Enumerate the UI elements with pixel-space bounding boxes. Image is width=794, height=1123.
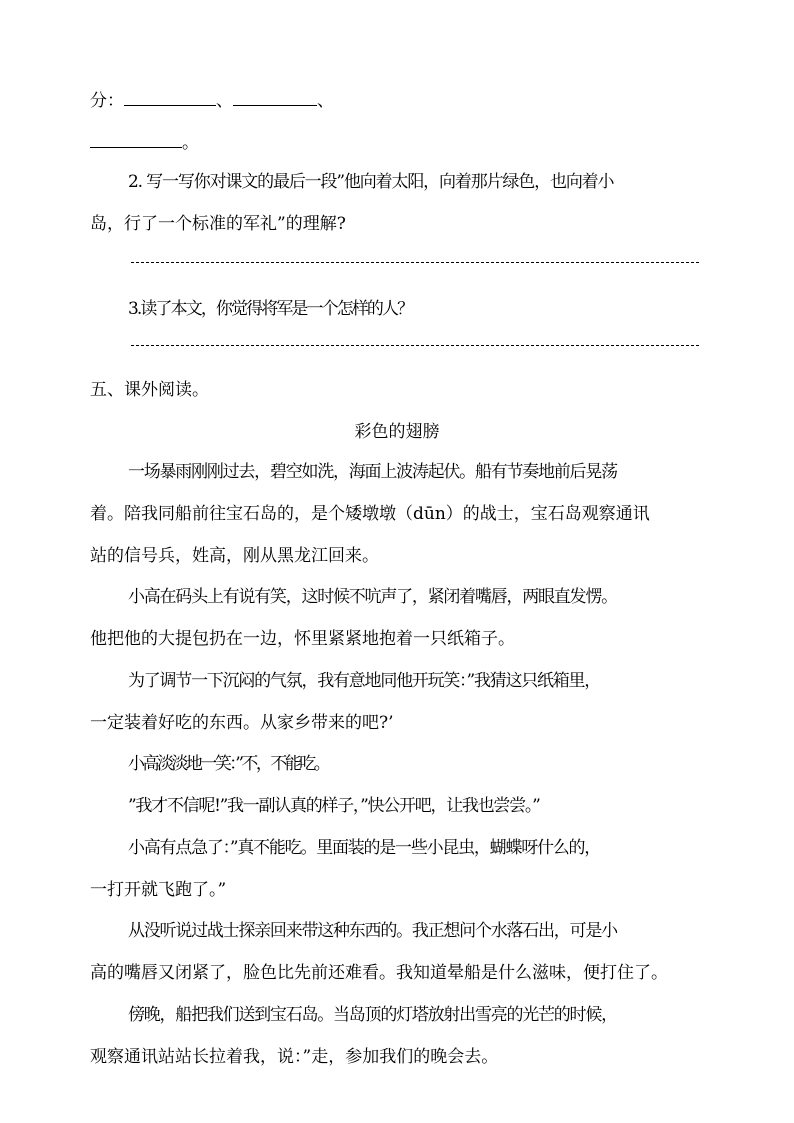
article-line: ”我才不信呢!”我一副认真的样子，”快公开吧，让我也尝尝。” [128,796,540,816]
answer-line-q2[interactable] [131,262,699,263]
blank-1[interactable] [124,89,216,106]
blank-2[interactable] [233,89,317,106]
article-line: 一打开就飞跑了。” [90,880,227,900]
question-3: 3.读了本文，你觉得将军是一个怎样的人？ [128,299,413,319]
article-line: 小高有点急了：”真不能吃。里面装的是一些小昆虫，蝴蝶呀什么的， [128,838,601,858]
fill-blank-line-1 [90,89,706,112]
article-line: 他把他的大提包扔在一边，怀里紧紧地抱着一只纸箱子。 [90,629,515,649]
article-line: 小高淡淡地一笑：”不，不能吃。 [128,754,329,774]
fill-prefix: 分： [90,91,124,111]
article-line: 观察通讯站站长拉着我，说：”走，参加我们的晚会去。 [90,1047,499,1067]
article-line: 从没听说过战士探亲回来带这种东西的。我正想问个水落石出，可是小 [128,921,617,941]
article-line: 一定装着好吃的东西。从家乡带来的吧?’ [90,713,394,733]
article-line: 高的嘴唇又闭紧了，脸色比先前还难看。我知道晕船是什么滋味，便打住了。 [90,963,668,983]
blank-3[interactable] [90,131,182,148]
article-line: 站的信号兵，姓高，刚从黑龙江回来。 [90,546,379,566]
fill-blank-line-2 [90,131,706,154]
fill-separator: 、 [317,91,334,111]
question-2-line-2: 岛，行了一个标准的军礼”的理解? [90,214,346,234]
answer-line-q3[interactable] [131,345,699,346]
fill-end: 。 [182,133,199,153]
article-line: 为了调节一下沉闷的气氛，我有意地同他开玩笑：”我猜这只纸箱里， [128,671,601,691]
article-line: 一场暴雨刚刚过去，碧空如洗，海面上波涛起伏。船有节奏地前后晃荡 [128,462,617,482]
section-heading: 五、课外阅读。 [90,380,209,400]
article-line: 小高在码头上有说有笑，这时候不吭声了，紧闭着嘴唇，两眼直发愣。 [128,587,617,607]
fill-separator: 、 [216,91,233,111]
article-line: 着。陪我同船前往宝石岛的，是个矮墩墩（dūn）的战士，宝石岛观察通讯 [90,504,650,524]
question-2-line-1: 2. 写一写你对课文的最后一段”他向着太阳，向着那片绿色，也向着小 [128,172,614,192]
article-line: 傍晚，船把我们送到宝石岛。当岛顶的灯塔放射出雪亮的光芒的时候， [128,1005,617,1025]
article-title: 彩色的翅膀 [354,422,440,442]
